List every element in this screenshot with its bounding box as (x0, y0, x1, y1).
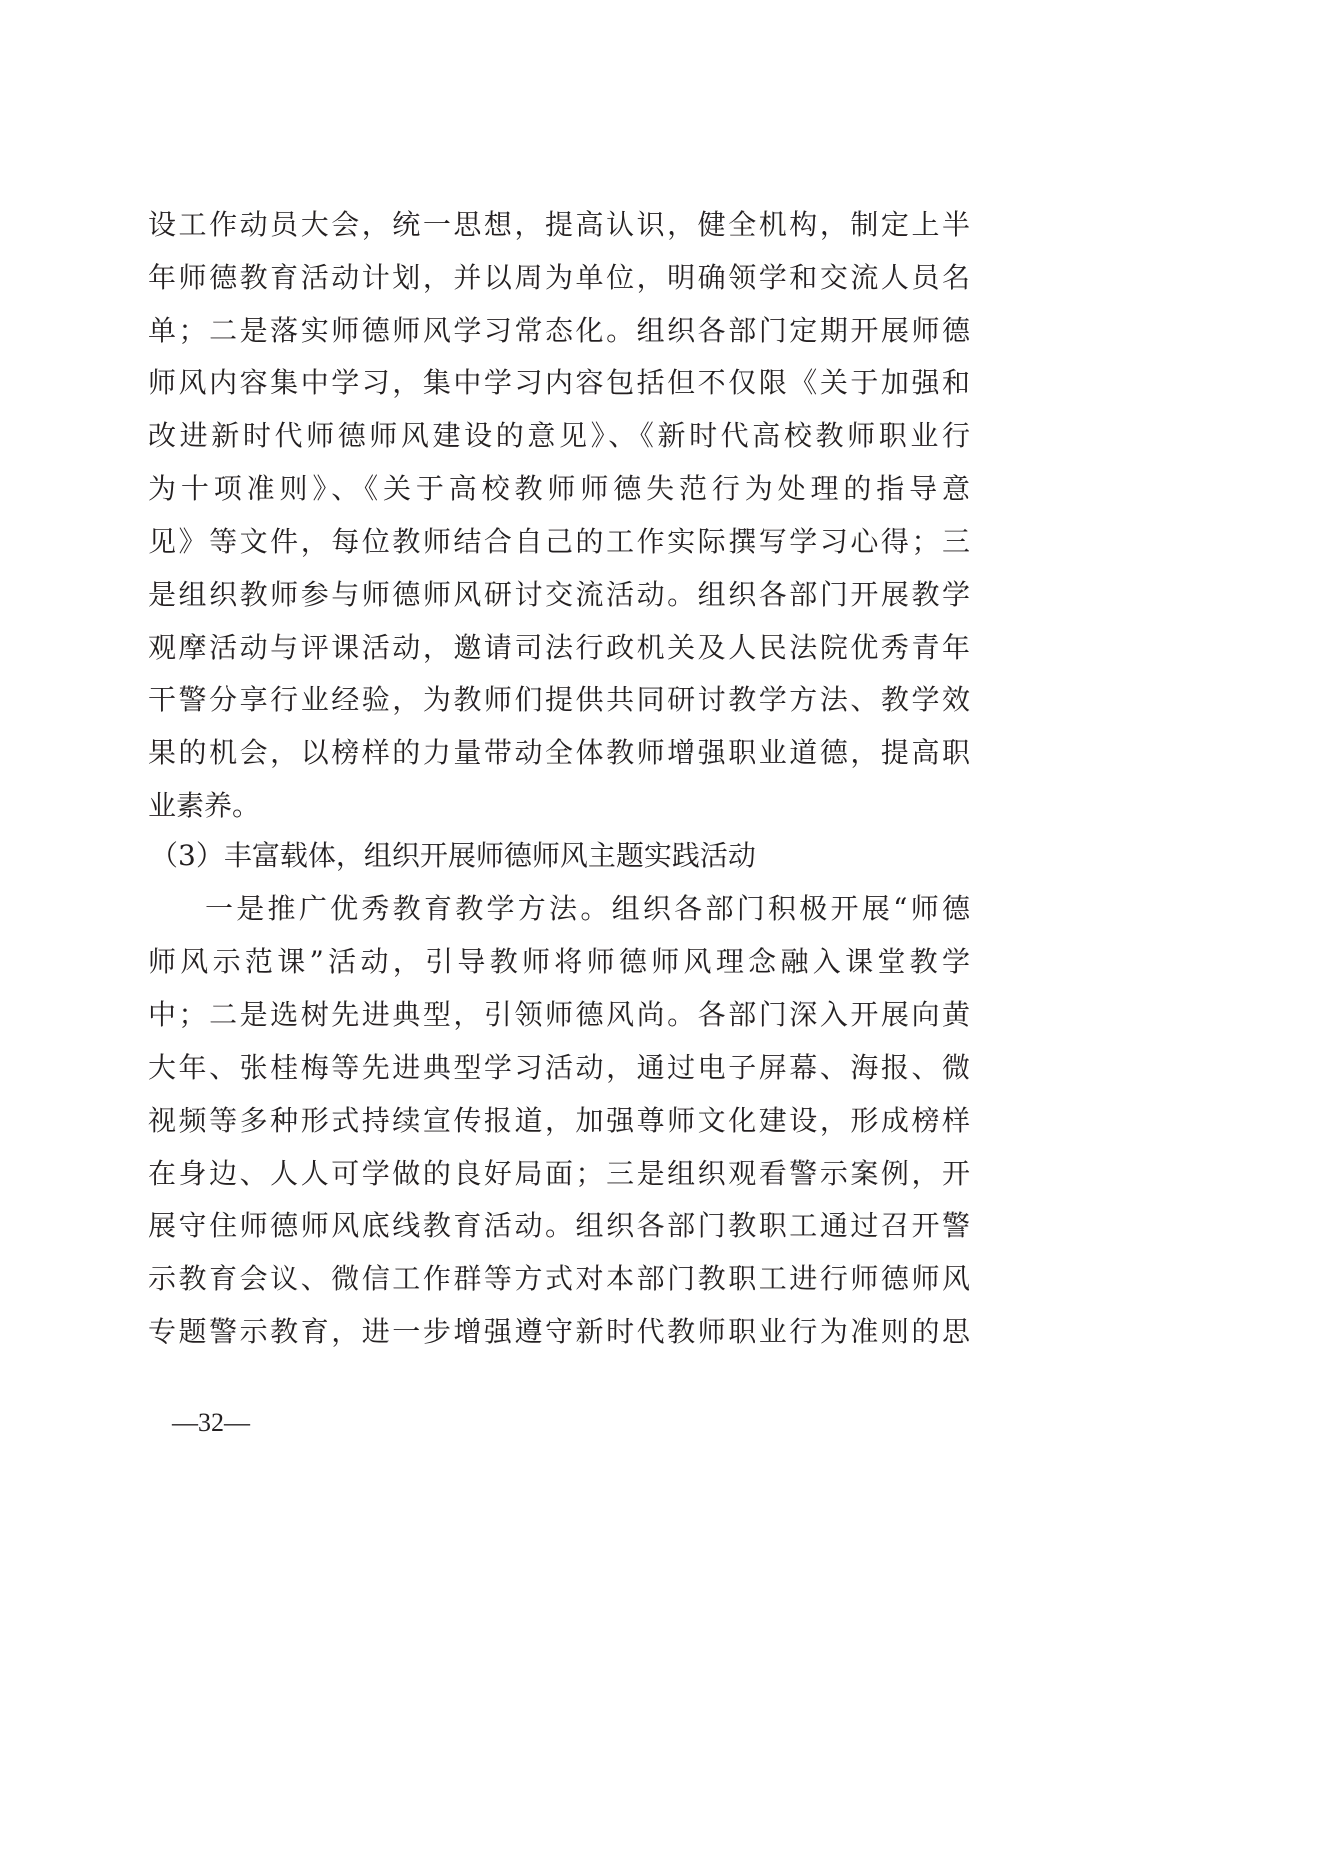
paragraph-1-line-11: 果的机会，以榜样的力量带动全体教师增强职业道德，提高职 (148, 736, 970, 769)
paragraph-2-line-5: 视频等多种形式持续宣传报道，加强尊师文化建设，形成榜样 (148, 1104, 970, 1137)
paragraph-2-line-1: 一是推广优秀教育教学方法。组织各部门积极开展“师德 (205, 892, 970, 925)
paragraph-1-line-4: 师风内容集中学习，集中学习内容包括但不仅限《关于加强和 (148, 366, 970, 399)
paragraph-2-line-9: 专题警示教育，进一步增强遵守新时代教师职业行为准则的思 (148, 1315, 970, 1348)
paragraph-1-line-2: 年师德教育活动计划，并以周为单位，明确领学和交流人员名 (148, 261, 970, 294)
paragraph-1-line-10: 干警分享行业经验，为教师们提供共同研讨教学方法、教学效 (148, 683, 970, 716)
paragraph-2-line-6: 在身边、人人可学做的良好局面；三是组织观看警示案例，开 (148, 1157, 970, 1190)
paragraph-1-line-3: 单；二是落实师德师风学习常态化。组织各部门定期开展师德 (148, 314, 970, 347)
paragraph-2-line-7: 展守住师德师风底线教育活动。组织各部门教职工通过召开警 (148, 1209, 970, 1242)
paragraph-1-line-5: 改进新时代师德师风建设的意见》、《新时代高校教师职业行 (148, 419, 970, 452)
paragraph-1-line-7: 见》等文件，每位教师结合自己的工作实际撰写学习心得；三 (148, 525, 970, 558)
paragraph-2-line-2: 师风示范课”活动，引导教师将师德师风理念融入课堂教学 (148, 945, 970, 978)
paragraph-1-line-12: 业素养。 (148, 789, 261, 822)
section-heading: （3）丰富载体，组织开展师德师风主题实践活动 (150, 839, 756, 872)
paragraph-1-line-9: 观摩活动与评课活动，邀请司法行政机关及人民法院优秀青年 (148, 631, 970, 664)
page-number: —32— (172, 1408, 250, 1437)
paragraph-2-line-8: 示教育会议、微信工作群等方式对本部门教职工进行师德师风 (148, 1262, 970, 1295)
paragraph-1-line-1: 设工作动员大会，统一思想，提高认识，健全机构，制定上半 (148, 208, 970, 241)
paragraph-2-line-3: 中；二是选树先进典型，引领师德风尚。各部门深入开展向黄 (148, 998, 970, 1031)
paragraph-2-line-4: 大年、张桂梅等先进典型学习活动，通过电子屏幕、海报、微 (148, 1051, 970, 1084)
paragraph-1-line-8: 是组织教师参与师德师风研讨交流活动。组织各部门开展教学 (148, 578, 970, 611)
paragraph-1-line-6: 为十项准则》、《关于高校教师师德失范行为处理的指导意 (148, 472, 970, 505)
